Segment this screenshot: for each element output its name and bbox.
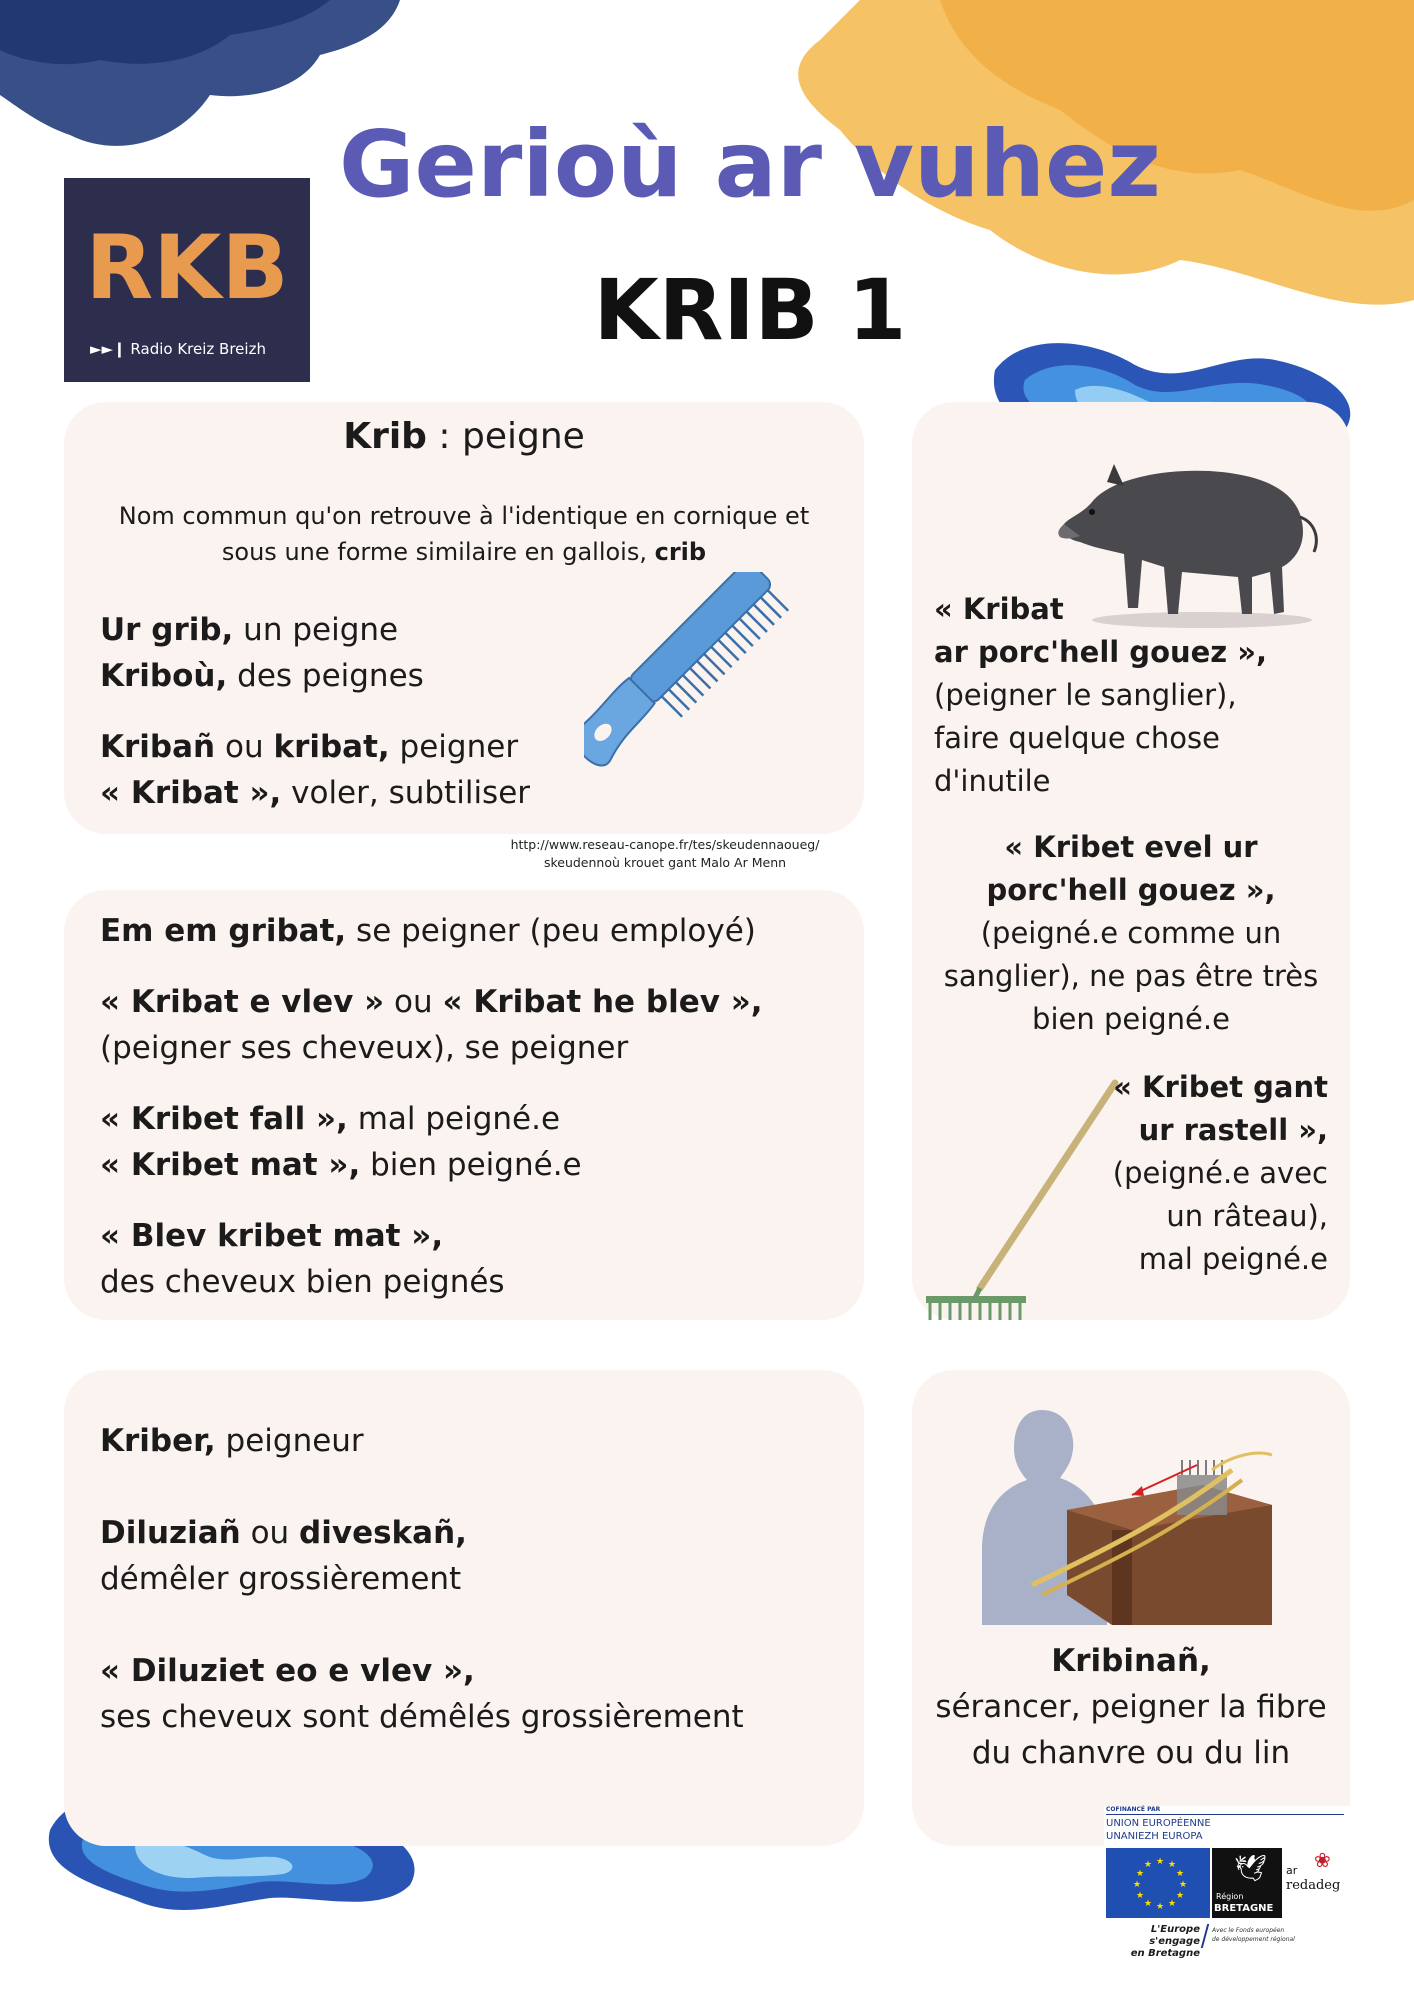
card1-line-kribat: « Kribat », voler, subtiliser xyxy=(100,775,531,811)
card-krib-definition xyxy=(64,402,864,834)
card2-line-cheveux-bien-peignes: des cheveux bien peignés xyxy=(100,1264,505,1300)
card1-line-kriban: Kribañ ou kribat, peigner xyxy=(100,729,519,765)
card3-line-a1: « Kribat xyxy=(934,592,1064,626)
card2-line-em-em-gribat: Em em gribat, se peigner (peu employé) xyxy=(100,913,756,949)
rkb-logo-text: RKB xyxy=(85,216,289,319)
comb-illustration xyxy=(584,572,834,822)
svg-text:★: ★ xyxy=(1176,1869,1185,1879)
play-icon: ►►❙ xyxy=(90,340,126,358)
rkb-logo xyxy=(64,178,310,382)
ue-label-2: UNANIEZH EUROPA xyxy=(1106,1831,1203,1842)
card5-text: Kribinañ, sérancer, peigner la fibre du chanvre ou du lin xyxy=(935,1643,1327,1771)
svg-text:★: ★ xyxy=(1133,1880,1142,1890)
rkb-logo-tagline-row xyxy=(90,340,300,358)
cofinance-label: COFINANCÉ PAR xyxy=(1106,1806,1161,1813)
card3-line-a2: ar porc'hell gouez », xyxy=(934,635,1268,669)
svg-text:★: ★ xyxy=(1136,1869,1145,1879)
svg-text:★: ★ xyxy=(1168,1860,1177,1870)
engage-text: L'Europe s'engage en Bretagne xyxy=(1130,1924,1200,1959)
svg-text:★: ★ xyxy=(1136,1891,1145,1901)
page-title: Gerioù ar vuhez xyxy=(339,111,1161,218)
card4-line-demeler: démêler grossièrement xyxy=(100,1561,462,1597)
svg-text:★: ★ xyxy=(1179,1880,1188,1890)
eu-flag-icon xyxy=(1106,1848,1210,1918)
card2-line-kribet-fall: « Kribet fall », mal peigné.e xyxy=(100,1101,561,1137)
card4-line-cheveux-demeles: ses cheveux sont démêlés grossièrement xyxy=(100,1699,744,1735)
card3-block-c: « Kribet gant ur rastell », (peigné.e avec un râteau), mal peigné.e xyxy=(1112,1070,1328,1276)
hemp-comb-illustration xyxy=(972,1400,1292,1630)
card-kriber xyxy=(64,1370,864,1846)
svg-text:★: ★ xyxy=(1144,1899,1153,1909)
card1-heading: Krib : peigne xyxy=(343,416,585,457)
card-porchell-gouez xyxy=(912,402,1350,1320)
card3-block-b: « Kribet evel ur porc'hell gouez », (peigné.e comme un sanglier), ne pas être très bien peigné.e xyxy=(943,830,1319,1036)
card1-intro: Nom commun qu'on retrouve à l'identique en cornique et sous une forme similaire en gallois, crib xyxy=(118,502,810,566)
card3-line-a5: d'inutile xyxy=(934,764,1051,798)
svg-text:★: ★ xyxy=(1156,1857,1165,1867)
wild-boar-illustration xyxy=(1052,442,1332,632)
card-kribat-expressions xyxy=(64,890,864,1320)
funding-logos xyxy=(1104,1806,1354,1959)
ermine-icon: 🕊 xyxy=(1234,1854,1268,1884)
page-subtitle: KRIB 1 xyxy=(593,261,907,359)
card2-line-kribat-e-vlev: « Kribat e vlev » ou « Kribat he blev », xyxy=(100,984,763,1020)
card2-line-peigner-cheveux: (peigner ses cheveux), se peigner xyxy=(100,1030,629,1066)
fonds-text: Avec le Fonds européen de développement régional xyxy=(1212,1927,1295,1943)
card2-line-kribet-mat: « Kribet mat », bien peigné.e xyxy=(100,1147,582,1183)
card4-line-kriber: Kriber, peigneur xyxy=(100,1423,364,1459)
card1-line-kribou: Kriboù, des peignes xyxy=(100,658,424,694)
rkb-logo-tagline: Radio Kreiz Breizh xyxy=(130,340,266,358)
image-credit: http://www.reseau-canope.fr/tes/skeudennaoueg/ skeudennoù krouet gant Malo Ar Menn xyxy=(510,837,820,870)
card-kribinan xyxy=(912,1370,1350,1846)
card1-line-ur-grib: Ur grib, un peigne xyxy=(100,612,399,648)
card4-line-diluzian: Diluziañ ou diveskañ, xyxy=(100,1515,467,1551)
svg-text:★: ★ xyxy=(1144,1860,1153,1870)
ar-redadeg-logo: ❀ ar redadeg xyxy=(1286,1848,1341,1893)
ue-label-1: UNION EUROPÉENNE xyxy=(1106,1818,1211,1829)
card3-line-a3: (peigner le sanglier), xyxy=(934,678,1237,712)
svg-text:★: ★ xyxy=(1156,1902,1165,1912)
card2-line-blev-kribet-mat: « Blev kribet mat », xyxy=(100,1218,444,1254)
svg-text:★: ★ xyxy=(1168,1899,1177,1909)
rose-icon: ❀ xyxy=(1314,1848,1331,1872)
card3-line-a4: faire quelque chose xyxy=(934,721,1220,755)
svg-text:★: ★ xyxy=(1176,1891,1185,1901)
card4-line-diluziet: « Diluziet eo e vlev », xyxy=(100,1653,475,1689)
region-bretagne-logo: 🕊 Région BRETAGNE xyxy=(1212,1848,1282,1918)
